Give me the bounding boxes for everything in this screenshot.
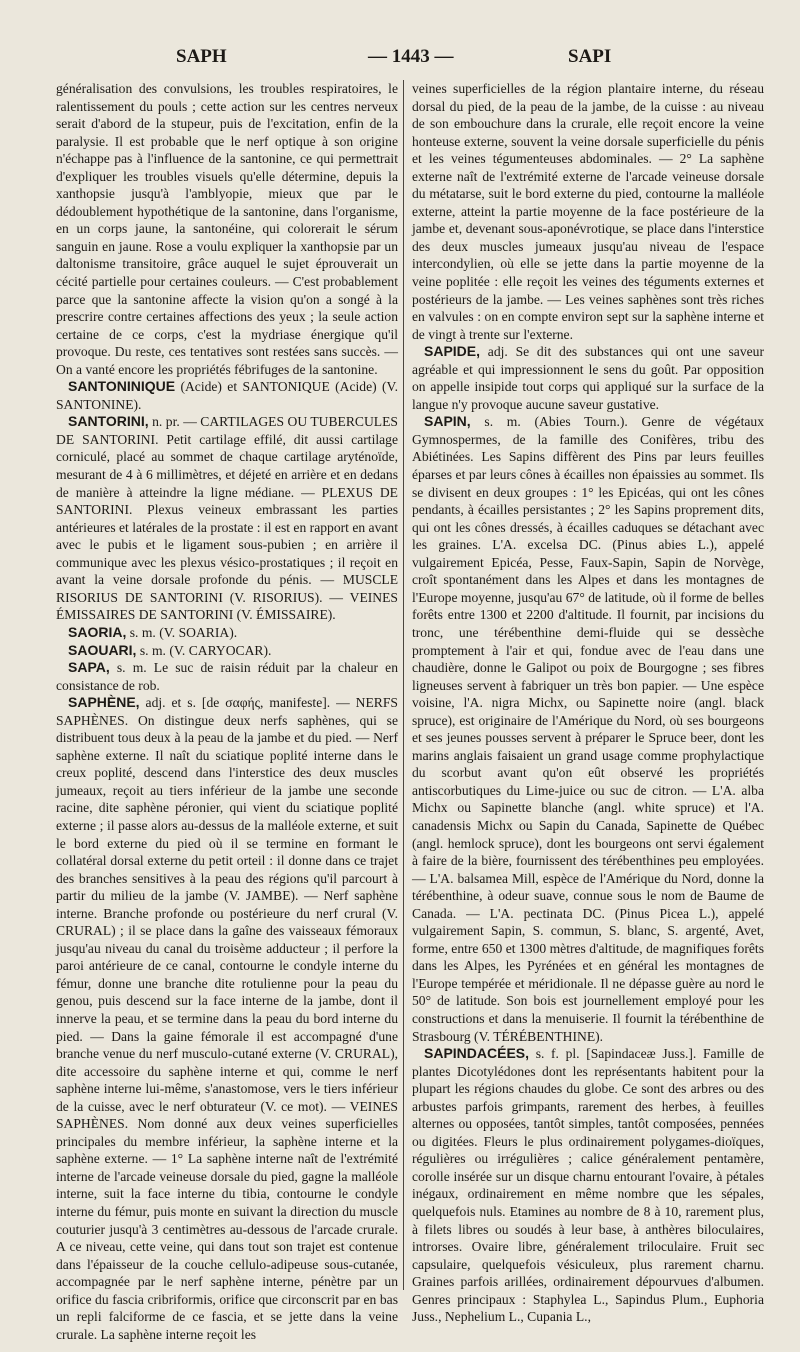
header-left-guideword: SAPH: [176, 46, 227, 67]
entry-santoninique: [56, 378, 398, 413]
entry-headword: SAORIA,: [68, 623, 127, 640]
entry-body: veines superficielles de la région plantaire interne, du réseau dorsal du pied, de la peau de la jambe, de la cuisse : au niveau de son embouchure dans la crurale, elle reçoit encore la veine honteuse externe, souvent la veine dorsale superficielle du pénis et les veines tégumenteuses abdominales. — 2° La saphène externe naît de l'extrémité externe de l'arcade veineuse dorsale du métatarse, suit le bord externe du pied, contourne la malléole externe, atteint la partie moyenne de la face postérieure de la jambe et, devenant sous-aponévrotique, se place dans l'interstice des deux muscles jumeaux jusqu'au niveau de l'espace intercondylien, où elle se jette dans la partie moyenne de la veine poplitée : elle reçoit les veines des téguments externes et postérieurs de la jambe. — Les veines saphènes sont très riches en valvules : on en compte environ sept sur la saphène interne et de vingt à trente sur l'externe.: [412, 81, 764, 342]
entry-sapide: [412, 343, 764, 413]
entry-body: s. m. (V. CARYOCAR).: [139, 642, 272, 658]
page-number: — 1443 —: [368, 46, 454, 67]
entry-body: adj. et s. [de σαφής, manifeste]. — NERFS SAPHÈNES. On distingue deux nerfs saphènes, qui se distribuent tous deux à la peau de la jambe et du pied. — Nerf saphène externe. Il naît du sciatique poplité interne dans le creux poplité, descend dans l'interstice des deux muscles jumeaux, reçoit au tiers inférieur de la jambe une seconde racine, dite saphène péronier, qui vient du sciatique poplité externe ; il passe alors au-dessus de la malléole externe, et suit le bord externe du pied où il se termine en formant le collatéral dorsal externe du petit orteil : il donne dans ce trajet des branches sensitives à la peau des régions qu'il parcourt à partir du milieu de la jambe (V. JAMBE). — Nerf saphène interne. Branche profonde ou postérieure du nerf crural (V. CRURAL) ; il se place dans la gaîne des vaisseaux fémoraux jusqu'au niveau du canal du troisème adducteur ; il perfore la paroi antérieure de ce canal, contourne le condyle interne du fémur, donne une branche dite rotulienne pour la peau du genou, puis descend sur la face interne de la jambe, dont il innerve la peau, et se termine dans la peau du bord interne du pied. — Dans la gaine fémorale il est accompagné d'une branche venue du nerf musculo-cutané externe (V. CRURAL), dite accessoire du saphène interne et qui, comme le nerf saphène interne lui-même, s'anastomose, vers le tiers inférieur de la cuisse, avec le nerf obturateur (V. ce mot). — VEINES SAPHÈNES. Nom donné aux deux veines superficielles principales du membre inférieur, la saphène interne et la saphène externe. — 1° La saphène interne naît de l'extrémité interne de l'arcade veineuse dorsale du pied, gagne la malléole interne, suit la face interne du tibia, contourne le condyle interne du fémur, puis monte en suivant la direction du muscle couturier jusqu'à 3 centimètres au-dessous de l'arcade crurale. A ce niveau, cette veine, qui dans tout son trajet est contenue dans l'épaisseur de la couche cellulo-adipeuse sous-cutanée, accompagnée par le nerf saphène interne, pénètre par un orifice du fascia cribriformis, orifice que circonscrit par en bas un repli falciforme de ce fascia, et se jette dans la veine crurale. La saphène interne reçoit les: [56, 695, 398, 1342]
entry-saphene-continued: [412, 80, 764, 343]
entry-sapindacees: [412, 1045, 764, 1326]
entry-body: s. m. Le suc de raisin réduit par la chaleur en consistance de rob.: [56, 660, 399, 693]
entry-body: (Acide) et SANTONIQUE (Acide) (V. SANTONINE).: [56, 379, 398, 412]
entry-body: n. pr. — CARTILAGES OU TUBERCULES DE SANTORINI. Petit cartilage effilé, dit aussi cartilage corniculé, placé au sommet de chaque cartilage aryténoïde, mesurant de 4 à 6 millimètres, et déjeté en arrière et en dedans de manière à atteindre la ligne médiane. — PLEXUS DE SANTORINI. Plexus veineux embrassant les parties antérieures et latérales de la prostate : il est en rapport en avant avec le pubis et le ligament sous-pubien ; en arrière il communique avec les plexus vésico-prostatiques ; il reçoit en avant la veine dorsale profonde du pénis. — MUSCLE RISORIUS DE SANTORINI (V. RISORIUS). — VEINES ÉMISSAIRES DE SANTORINI (V. ÉMISSAIRE).: [56, 414, 398, 623]
entry-body: adj. Se dit des substances qui ont une saveur agréable et qui impressionnent le sens du goût. Par opposition on appelle insipide tout corps qui appliqué sur la surface de la langue n'y provoque aucune saveur gustative.: [412, 344, 764, 412]
entry-saphene: [56, 694, 398, 1343]
column-divider: [403, 80, 404, 1290]
entry-headword: SAOUARI,: [68, 641, 137, 658]
entry-headword: SAPIN,: [424, 413, 471, 430]
entry-body: s. f. pl. [Sapindaceæ Juss.]. Famille de plantes Dicotylédones dont les représentants habitent pour la plupart les régions chaudes du globe. Ce sont des arbres ou des arbustes parfois grimpants, rarement des herbes, à feuilles alternes ou opposées, tantôt simples, tantôt composées, pennées ou digitées. Fleurs le plus ordinairement polygames-dioïques, régulières ou irrégulières ; calice généralement pentamère, corolle insérée sur un disque charnu entourant l'ovaire, à pétales inégaux, ordinairement en même nombre que les sépales, quelquefois nuls. Etamines au nombre de 8 à 10, rarement plus, à filets libres ou soudés à leur base, à anthères biloculaires, introrses. Ovaire libre, généralement triloculaire. Fruit sec capsulaire, quelquefois vésiculeux, plus rarement charnu. Graines parfois arillées, ordinairement dépourvues d'albumen. Genres principaux : Staphylea L., Sapindus Plum., Euphoria Juss., Nephelium L., Cupania L.,: [412, 1046, 764, 1325]
entry-saoria: [56, 624, 398, 642]
entry-headword: SAPHÈNE,: [68, 694, 140, 711]
entry-body: généralisation des convulsions, les troubles respiratoires, le ralentissement du pouls ; cette action sur les centres nerveux serait d'abord de la stupeur, puis de l'excitation, enfin de la paralysie. Il est probable que le nerf optique à son origine n'échappe pas à l'influence de la santonine, ce qui permettrait d'expliquer les troubles visuels qu'elle détermine, depuis la xanthopsie jusqu'à l'amblyopie, mieux que par le dédoublement hypothétique de la santonine, dans l'organisme, en un corps jaune, la santonéine, qui colorerait le sérum sanguin en jaune. Rose a voulu expliquer la xanthopsie par un daltonisme transitoire, grâce auquel le sujet éprouverait un cécité partielle pour certaines couleurs. — C'est probablement parce que la santonine affecte la vision qu'on a songé à la prescrire contre certaines affections des yeux ; la seule action certaine de ce corps, c'est la mydriase énergique qu'il provoque. Du reste, ces tentatives sont restées sans succès. — On a vanté encore les propriétés fébrifuges de la santonine.: [56, 81, 398, 377]
entry-headword: SAPINDACÉES,: [424, 1045, 530, 1062]
right-column: [412, 80, 764, 1325]
left-column: [56, 80, 399, 1342]
entry-headword: SANTORINI,: [68, 413, 149, 430]
entry-saouari: [56, 642, 398, 660]
entry-santonine-continued: [56, 80, 398, 378]
running-header: [0, 46, 800, 72]
entry-headword: SAPIDE,: [424, 343, 481, 360]
entry-sapin: [412, 413, 764, 1045]
entry-body: s. m. (V. SOARIA).: [129, 624, 238, 640]
entry-body: s. m. (Abies Tourn.). Genre de végétaux Gymnospermes, de la famille des Conifères, tribu des Abiétinées. Les Sapins diffèrent des Pins par leurs feuilles éparses et par leurs cônes à écailles non épaissies au sommet. Ils se divisent en deux groupes : 1° les Epicéas, qui ont les cônes pendants, à écailles persistantes ; 2° les Sapins proprement dits, qui ont les cônes dressés, à écailles caduques se détachant avec les graines. L'A. excelsa DC. (Pinus abies L.), appelé vulgairement Epicéa, Pesse, Faux-Sapin, Sapin de Norvège, croît spontanément dans les Alpes et dans les montagnes de l'Europe moyenne, jusqu'au 67° de latitude, où il forme de belles forêts entre 1300 et 2200 d'altitude. Il fournit, par incisions du tronc, une térébenthine demi-fluide qui se dessèche promptement à l'air et qui, fondue avec de l'eau dans une chaudière, donne le Galipot ou poix de Bourgogne ; ses fibres ligneuses servent à fabriquer un très bon papier. — Une espèce voisine, l'A. nigra Michx, ou Sapinette noire (angl. black spruce), est originaire de l'Amérique du Nord, où ses bourgeons et ses jeunes pousses servent à préparer le Spruce beer, dont les marins anglais faisaient un grand usage comme prophylactique du scorbut avant qu'on eût observé les propriétés antiscorbutiques du Lime-juice ou suc de citron. — L'A. alba Michx ou Sapinette blanche (angl. white spruce) et l'A. canadensis Michx ou Sapin du Canada, Sapinette de Québec (angl. hemlock spruce), dont les bourgeons ont servi également à faire de la bière, fournissent des térébenthines peu employées. — L'A. balsamea Mill, espèce de l'Amérique du Nord, donne la térébenthine, à odeur suave, connue sous le nom de Baume de Canada. — L'A. pectinata DC. (Pinus Picea L.), appelé vulgairement Sapin, S. commun, S. blanc, S. argenté, Avet, forme, entre 650 et 1300 mètres d'altitude, de magnifiques forêts dans les Alpes, les Pyrénées et en général les montagnes de l'Europe tempérée et méridionale. Il ne dépasse guère au nord le 50° de latitude. Son bois est journellement employé pour les constructions et dans la menuiserie. Il fournit la térébenthine de Strasbourg (V. TÉRÉBENTHINE).: [412, 414, 764, 1044]
header-right-guideword: SAPI: [568, 46, 612, 67]
entry-santorini: [56, 413, 398, 624]
entry-sapa: [56, 659, 398, 694]
entry-headword: SAPA,: [68, 659, 110, 676]
entry-headword: SANTONINIQUE: [68, 378, 176, 395]
